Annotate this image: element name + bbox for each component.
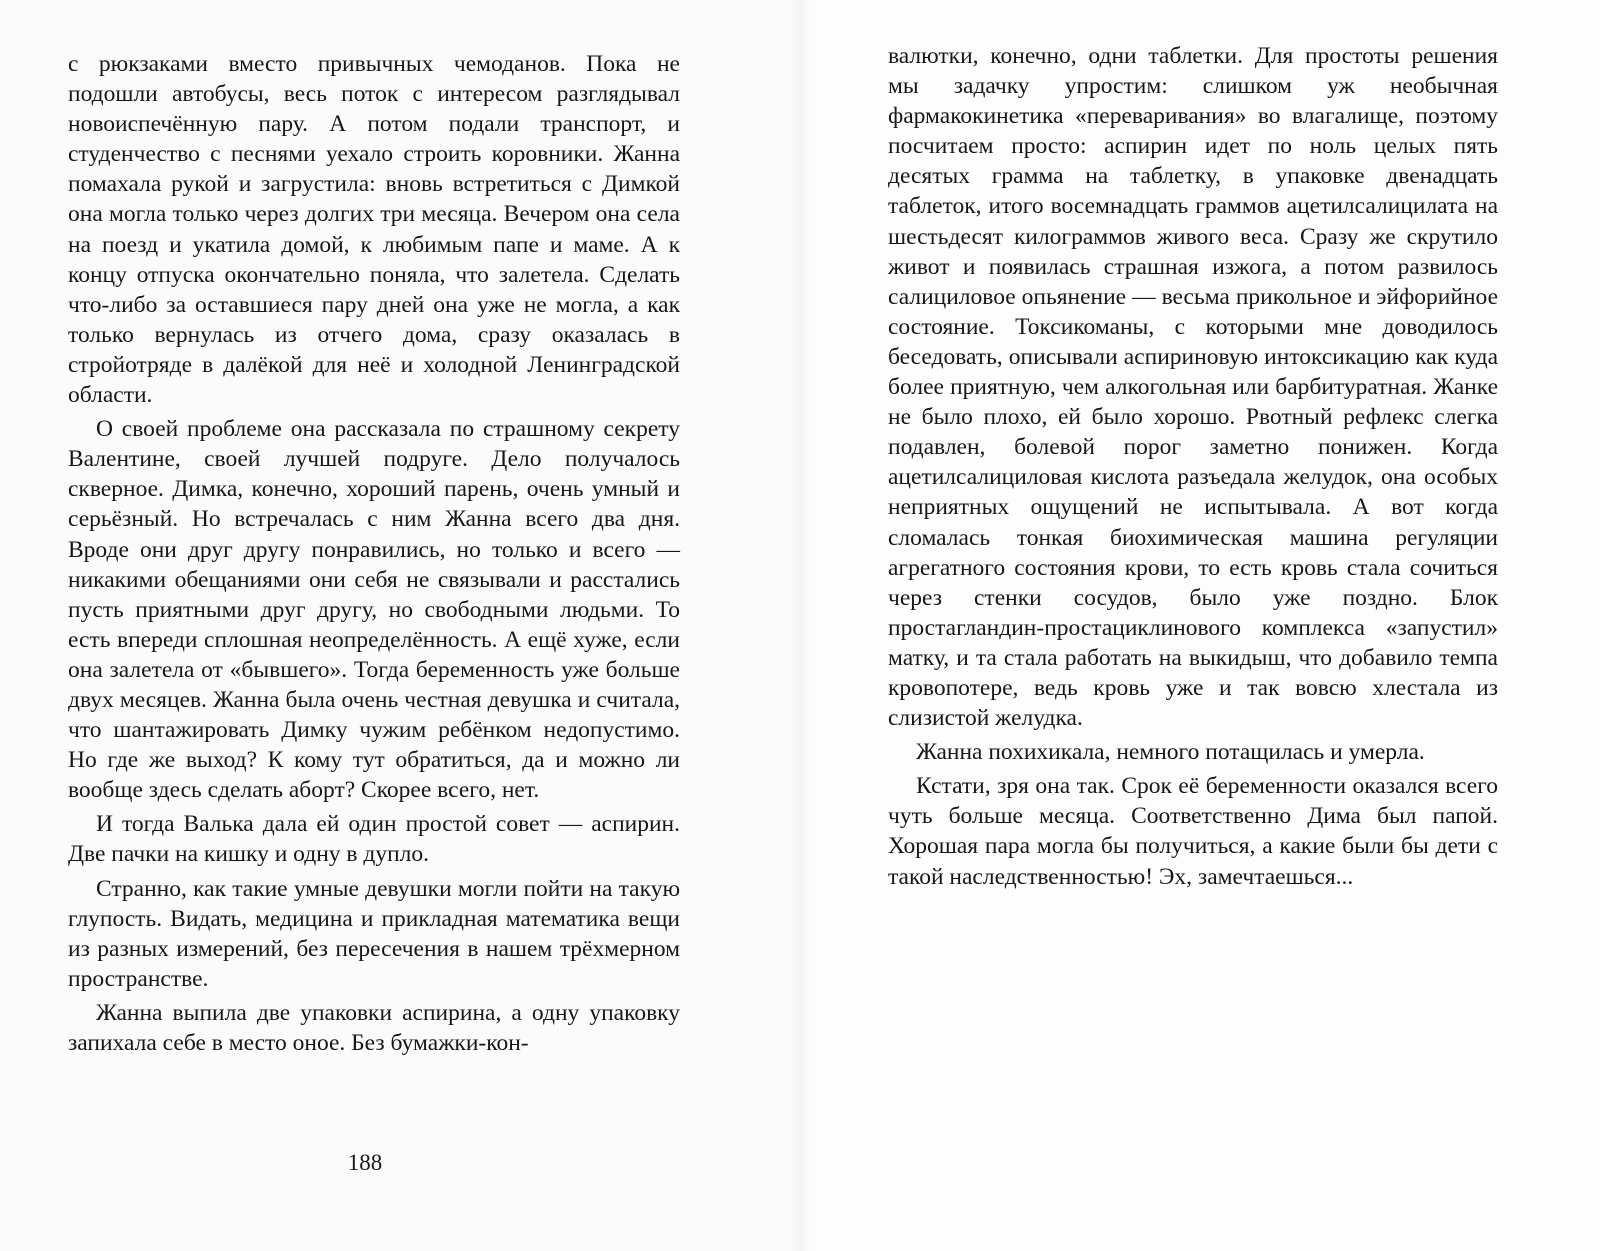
left-page-text	[68, 49, 680, 1058]
left-paragraph-2: О своей проблеме она рассказала по страшному секрету Валентине, своей лучшей подруге. Дело получалось скверное. Димка, конечно, хороший парень, очень умный и серьёзный. Но встречалась с ним Жанна всего два дня. Вроде они друг другу понравились, но только и всего — никакими обещаниями они себя не связывали и расстались пусть приятными друг другу, но свободными людьми. То есть впереди сплошная неопределённость. А ещё хуже, если она залетела от «бывшего». Тогда беременность уже больше двух месяцев. Жанна была очень честная девушка и считала, что шантажировать Димку чужим ребёнком недопустимо. Но где же выход? К кому тут обратиться, да и можно ли вообще здесь сделать аборт? Скорее всего, нет.	[68, 416, 680, 804]
right-page	[800, 0, 1600, 1251]
left-paragraph-5: Жанна выпила две упаковки аспирина, а одну упаковку запихала себе в место оное. Без бумажки-кон-	[68, 999, 680, 1056]
right-paragraph-1: валютки, конечно, одни таблетки. Для простоты решения мы задачку упростим: слишком уж необычная фармакокинетика «переваривания» во влагалище, поэтому посчитаем просто: аспирин идет по ноль целых пять десятых грамма на таблетку, в упаковке двенадцать таблеток, итого восемнадцать граммов ацетилсалицилата на шестьдесят килограммов живого веса. Сразу же скрутило живот и появилась страшная изжога, а потом развилось салициловое опьянение — весьма прикольное и эйфорийное состояние. Токсикоманы, с которыми мне доводилось беседовать, описывали аспириновую интоксикацию как куда более приятную, чем алкогольная или барбитуратная. Жанке не было плохо, ей было хорошо. Рвотный рефлекс слегка подавлен, болевой порог заметно понижен. Когда ацетилсалициловая кислота разъедала желудок, она особых неприятных ощущений не испытывала. А вот когда сломалась тонкая биохимическая машина регуляции агрегатного состояния крови, то есть кровь стала сочиться через стенки сосудов, было уже поздно. Блок простагландин-простациклинового комплекса «запустил» матку, и та стала работать на выкидыш, что добавило темпа кровопотере, ведь кровь уже и так вовсю хлестала из слизистой желудка.	[888, 43, 1498, 732]
right-page-text	[888, 41, 1498, 892]
right-paragraph-2: Жанна похихикала, немного потащилась и умерла.	[916, 739, 1425, 766]
right-paragraph-3: Кстати, зря она так. Срок её беременности оказался всего чуть больше месяца. Соответственно Дима был папой. Хорошая пара могла бы получиться, а какие были бы дети с такой наследственностью! Эх, замечтаешься...	[888, 773, 1498, 890]
book-gutter	[790, 0, 810, 1251]
left-paragraph-3: И тогда Валька дала ей один простой совет — аспирин. Две пачки на кишку и одну в дупло.	[68, 811, 680, 868]
left-paragraph-4: Странно, как такие умные девушки могли пойти на такую глупость. Видать, медицина и прикладная математика вещи из разных измерений, без пересечения в нашем трёхмерном пространстве.	[68, 875, 680, 992]
page-number: 188	[347, 1150, 383, 1175]
left-paragraph-1: с рюкзаками вместо привычных чемоданов. Пока не подошли автобусы, весь поток с интересом разглядывал новоиспечённую пару. А потом подали транспорт, и студенчество с песнями уехало строить коровники. Жанна помахала рукой и загрустила: вновь встретиться с Димкой она могла только через долгих три месяца. Вечером она села на поезд и укатила домой, к любимым папе и маме. А к концу отпуска окончательно поняла, что залетела. Сделать что-либо за оставшиеся пару дней она уже не могла, а как только вернулась из отчего дома, сразу оказалась в стройотряде в далёкой для неё и холодной Ленинградской области.	[68, 51, 680, 409]
